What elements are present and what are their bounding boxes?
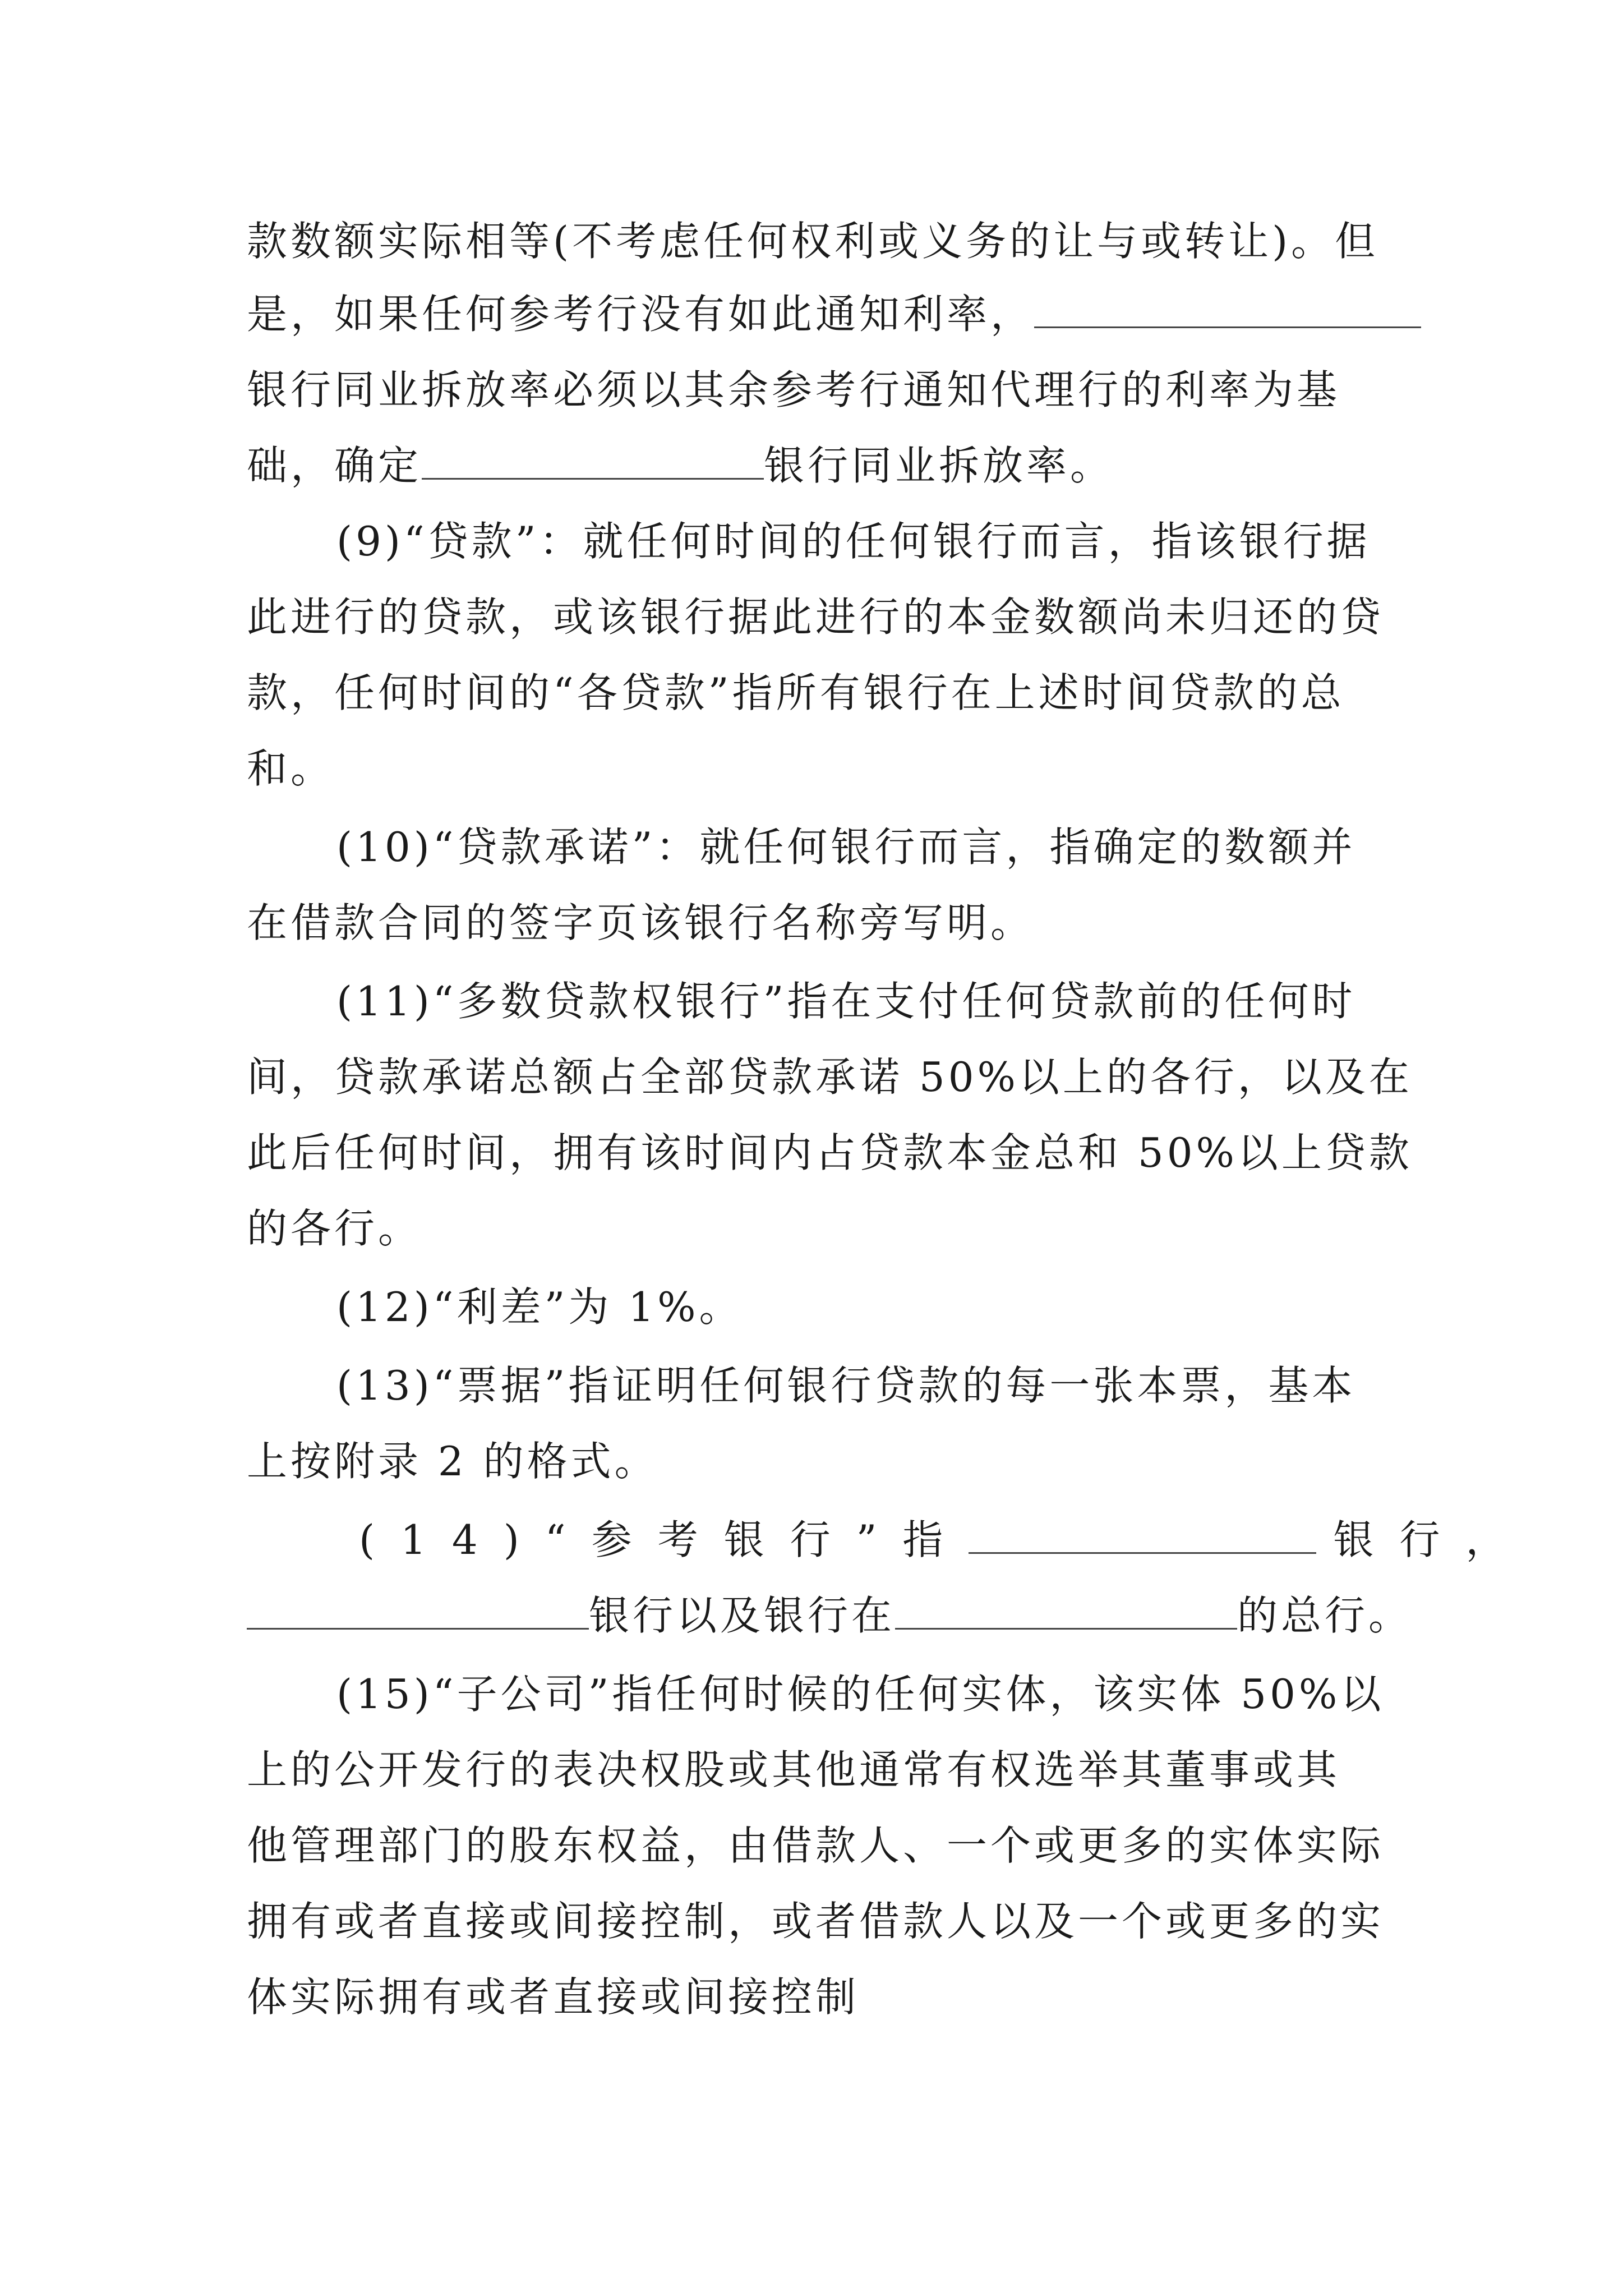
line-text: 此后任何时间，拥有该时间内占贷款本金总和 50%以上贷款 xyxy=(247,1129,1413,1176)
text-line xyxy=(247,895,1034,951)
text-line xyxy=(247,1742,1340,1798)
text-line xyxy=(247,1433,658,1489)
paragraph-15-start xyxy=(336,1666,1384,1722)
paragraph-12 xyxy=(336,1279,743,1335)
line-text: (15)“子公司”指任何时候的任何实体，该实体 50%以 xyxy=(336,1671,1385,1718)
text-line xyxy=(247,362,1340,418)
paragraph-10-start xyxy=(336,819,1355,875)
line-text: (14)“参考银行”指 xyxy=(359,1516,969,1563)
text-line xyxy=(247,1200,422,1257)
text-line xyxy=(247,1969,859,2025)
line-text: 上按附录 2 的格式。 xyxy=(247,1438,658,1485)
line-text: 间，贷款承诺总额占全部贷款承诺 50%以上的各行，以及在 xyxy=(247,1053,1413,1101)
line-text: 此进行的贷款，或该银行据此进行的本金数额尚未归还的贷 xyxy=(247,593,1385,641)
line-text: 的各行。 xyxy=(247,1205,422,1252)
text-line xyxy=(247,589,1384,645)
text-line xyxy=(247,1818,1384,1874)
line-text: 上的公开发行的表决权股或其他通常有权选举其董事或其 xyxy=(247,1746,1341,1793)
paragraph-9-start xyxy=(336,513,1371,569)
line-text: 款，任何时间的“各贷款”指所有银行在上述时间贷款的总 xyxy=(247,669,1345,716)
line-text: 银行， xyxy=(1333,1516,1532,1563)
line-text: 他管理部门的股东权益，由借款人、一个或更多的实体实际 xyxy=(247,1822,1385,1869)
fill-in-blank xyxy=(969,1517,1316,1554)
line-text: 础，确定 xyxy=(247,442,422,489)
line-text: 体实际拥有或者直接或间接控制 xyxy=(247,1973,860,2021)
fill-in-blank xyxy=(1034,292,1421,328)
paragraph-13-start xyxy=(336,1358,1355,1414)
paragraph-11-start xyxy=(336,973,1355,1029)
line-text: 拥有或者直接或间接控制，或者借款人以及一个或更多的实 xyxy=(247,1898,1385,1945)
paragraph-14-start xyxy=(359,1512,1532,1568)
line-text: 银行以及银行在 xyxy=(589,1592,896,1639)
line-text: (13)“票据”指证明任何银行贷款的每一张本票，基本 xyxy=(336,1362,1356,1409)
text-line xyxy=(247,1125,1413,1181)
text-line xyxy=(247,1049,1413,1105)
line-text: (12)“利差”为 1%。 xyxy=(336,1283,743,1331)
text-line xyxy=(247,438,1114,494)
text-line xyxy=(247,665,1345,721)
line-text: (10)“贷款承诺”：就任何银行而言，指确定的数额并 xyxy=(336,823,1356,871)
fill-in-blank xyxy=(422,443,764,480)
line-text: (9)“贷款”：就任何时间的任何银行而言，指该银行据 xyxy=(336,518,1371,565)
text-line xyxy=(247,213,1378,269)
text-line xyxy=(247,740,334,797)
line-text: 在借款合同的签字页该银行名称旁写明。 xyxy=(247,899,1035,946)
text-line xyxy=(247,1893,1384,1949)
line-text: 是，如果任何参考行没有如此通知利率， xyxy=(247,291,1035,338)
fill-in-blank xyxy=(247,1593,589,1630)
text-line xyxy=(247,286,1421,342)
line-text: 款数额实际相等(不考虑任何权利或义务的让与或转让)。但 xyxy=(247,218,1379,265)
line-text: 银行同业拆放率必须以其余参考行通知代理行的利率为基 xyxy=(247,366,1341,413)
text-line xyxy=(247,1588,1412,1644)
line-text: (11)“多数贷款权银行”指在支付任何贷款前的任何时 xyxy=(336,978,1356,1025)
fill-in-blank xyxy=(895,1593,1237,1630)
line-text: 银行同业拆放率。 xyxy=(764,442,1114,489)
line-text: 和。 xyxy=(247,745,335,792)
line-text: 的总行。 xyxy=(1237,1592,1413,1639)
